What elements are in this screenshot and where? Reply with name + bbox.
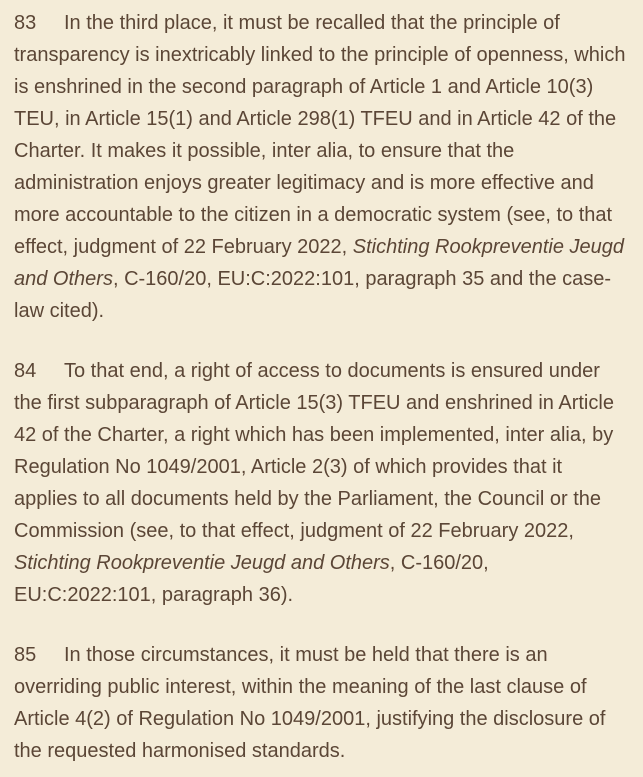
judgment-paragraph [14,355,630,611]
text-segment: , C-160/20, EU:C:2022:101, paragraph 36). [14,552,489,606]
text-segment: In those circumstances, it must be held that there is an overriding public interest, within the meaning of the last clause of Article 4(2) of Regulation No 1049/2001, justifying the disclosure of the requested harmonised standards. [14,644,606,762]
case-name-italic: Stichting Rookpreventie Jeugd and Others [14,552,390,574]
judgment-paragraph [14,7,630,327]
text-segment: In the third place, it must be recalled that the principle of transparency is inextricably linked to the principle of openness, which is enshrined in the second paragraph of Article 1 and Article 10(3) TEU, in Article 15(1) and Article 298(1) TFEU and in Article 42 of the Charter. It makes it possible, inter alia, to ensure that the administration enjoys greater legitimacy and is more effective and more accountable to the citizen in a democratic system (see, to that effect, judgment of 22 February 2022, [14,12,626,258]
paragraph-number: 84 [14,360,37,382]
judgment-paragraph [14,639,630,767]
paragraph-text [14,12,625,322]
case-name-italic: Stichting Rookpreventie Jeugd and Others [14,236,625,290]
text-segment: To that end, a right of access to documents is ensured under the first subparagraph of Article 15(3) TFEU and enshrined in Article 42 of the Charter, a right which has been implemented, inter alia, by Regulation No 1049/2001, Article 2(3) of which provides that it applies to all documents held by the Parliament, the Council or the Commission (see, to that effect, judgment of 22 February 2022, [14,360,614,542]
paragraph-text [14,360,614,606]
paragraph-text [14,644,605,762]
paragraph-number: 85 [14,644,37,666]
text-segment: , C-160/20, EU:C:2022:101, paragraph 35 and the case-law cited). [14,268,612,322]
paragraph-number: 83 [14,12,37,34]
